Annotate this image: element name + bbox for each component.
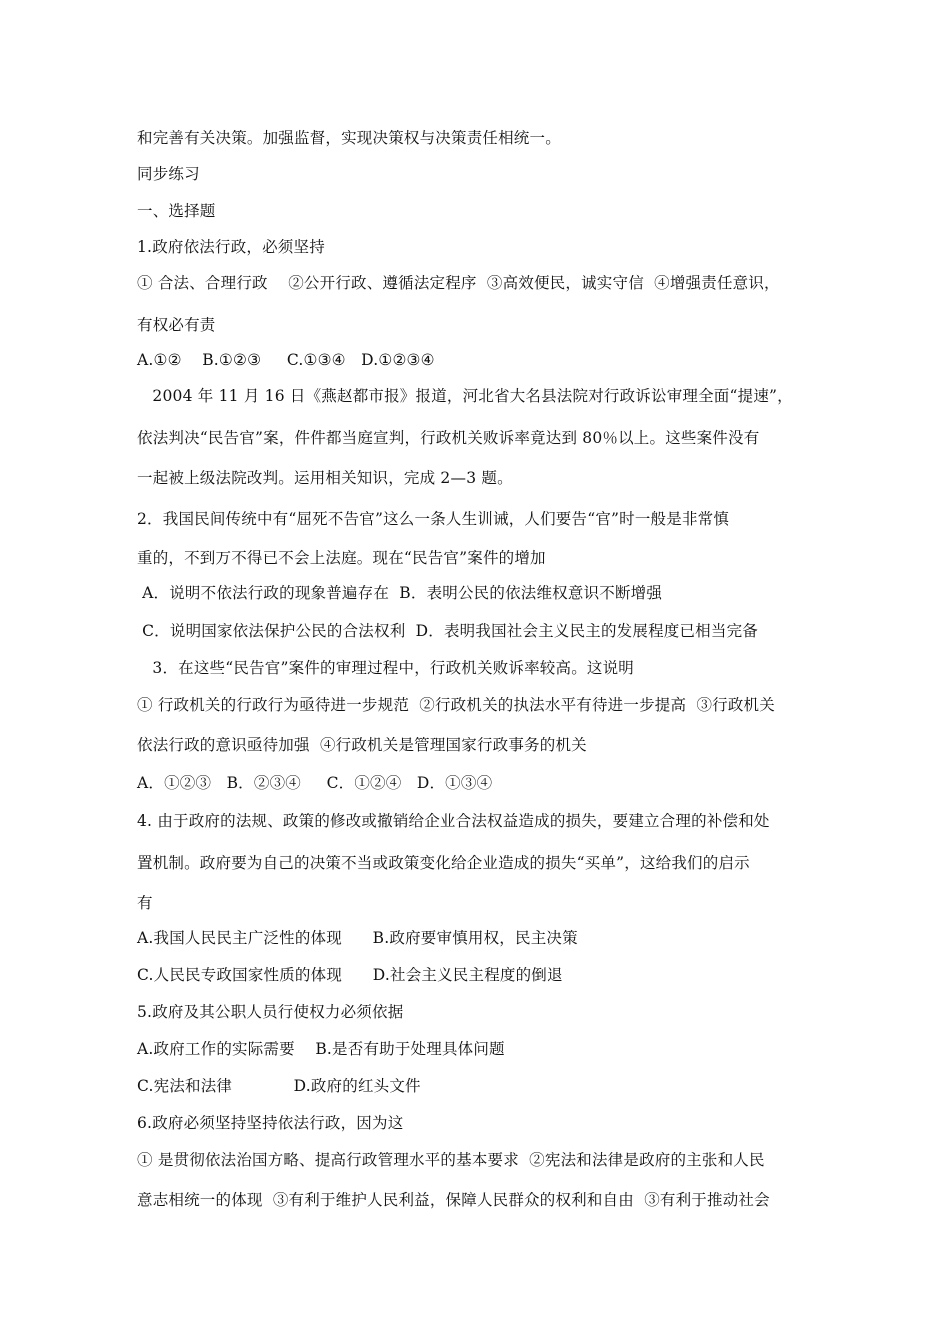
- text-line: 意志相统一的体现 ③有利于维护人民利益，保障人民群众的权利和自由 ③有利于推动社会: [137, 1191, 770, 1209]
- question-3-stem: 3．在这些“民告官”案件的审理过程中，行政机关败诉率较高。这说明: [137, 659, 634, 677]
- question-4-stem: 有: [137, 894, 153, 912]
- answer-options: A．①②③ B．②③④ C．①②④ D．①③④: [137, 774, 493, 792]
- question-6-stem: 6.政府必须坚持坚持依法行政，因为这: [137, 1114, 404, 1132]
- answer-options: A.①② B.①②③ C.①③④ D.①②③④: [137, 351, 435, 369]
- question-2-stem: 2．我国民间传统中有“屈死不告官”这么一条人生训诫，人们要告“官”时一般是非常慎: [137, 510, 730, 528]
- answer-options: A．说明不依法行政的现象普遍存在 B．表明公民的依法维权意识不断增强: [137, 584, 663, 602]
- text-line: ① 行政机关的行政行为亟待进一步规范 ②行政机关的执法水平有待进一步提高 ③行政机关: [137, 696, 775, 714]
- answer-options: C．说明国家依法保护公民的合法权利 D．表明我国社会主义民主的发展程度已相当完备: [137, 622, 758, 640]
- answer-options: C.宪法和法律 D.政府的红头文件: [137, 1077, 421, 1095]
- material-paragraph: 依法判决“民告官”案，件件都当庭宣判，行政机关败诉率竟达到 80％以上。这些案件没有: [137, 429, 760, 447]
- answer-options: A.政府工作的实际需要 B.是否有助于处理具体问题: [137, 1040, 505, 1058]
- answer-options: C.人民民专政国家性质的体现 D.社会主义民主程度的倒退: [137, 966, 563, 984]
- question-2-stem: 重的，不到万不得已不会上法庭。现在“民告官”案件的增加: [137, 549, 546, 567]
- section-heading: 同步练习: [137, 165, 200, 183]
- material-paragraph: 2004 年 11 月 16 日《燕赵都市报》报道，河北省大名县法院对行政诉讼审理全面“提速”，: [137, 387, 793, 405]
- section-heading: 一、选择题: [137, 202, 216, 220]
- text-line: 有权必有责: [137, 316, 216, 334]
- material-paragraph: 一起被上级法院改判。运用相关知识，完成 2—3 题。: [137, 469, 513, 487]
- text-line: ① 合法、合理行政 ②公开行政、遵循法定程序 ③高效便民，诚实守信 ④增强责任意识，: [137, 274, 780, 292]
- question-4-stem: 置机制。政府要为自己的决策不当或政策变化给企业造成的损失“买单”，这给我们的启示: [137, 854, 750, 872]
- question-5-stem: 5.政府及其公职人员行使权力必须依据: [137, 1003, 404, 1021]
- text-line: ① 是贯彻依法治国方略、提高行政管理水平的基本要求 ②宪法和法律是政府的主张和人民: [137, 1151, 765, 1169]
- text-line: 和完善有关决策。加强监督，实现决策权与决策责任相统一。: [137, 129, 561, 147]
- question-1-stem: 1.政府依法行政，必须坚持: [137, 238, 325, 256]
- question-4-stem: 4. 由于政府的法规、政策的修改或撤销给企业合法权益造成的损失，要建立合理的补偿和处: [137, 812, 770, 830]
- answer-options: A.我国人民民主广泛性的体现 B.政府要审慎用权，民主决策: [137, 929, 578, 947]
- text-line: 依法行政的意识亟待加强 ④行政机关是管理国家行政事务的机关: [137, 736, 587, 754]
